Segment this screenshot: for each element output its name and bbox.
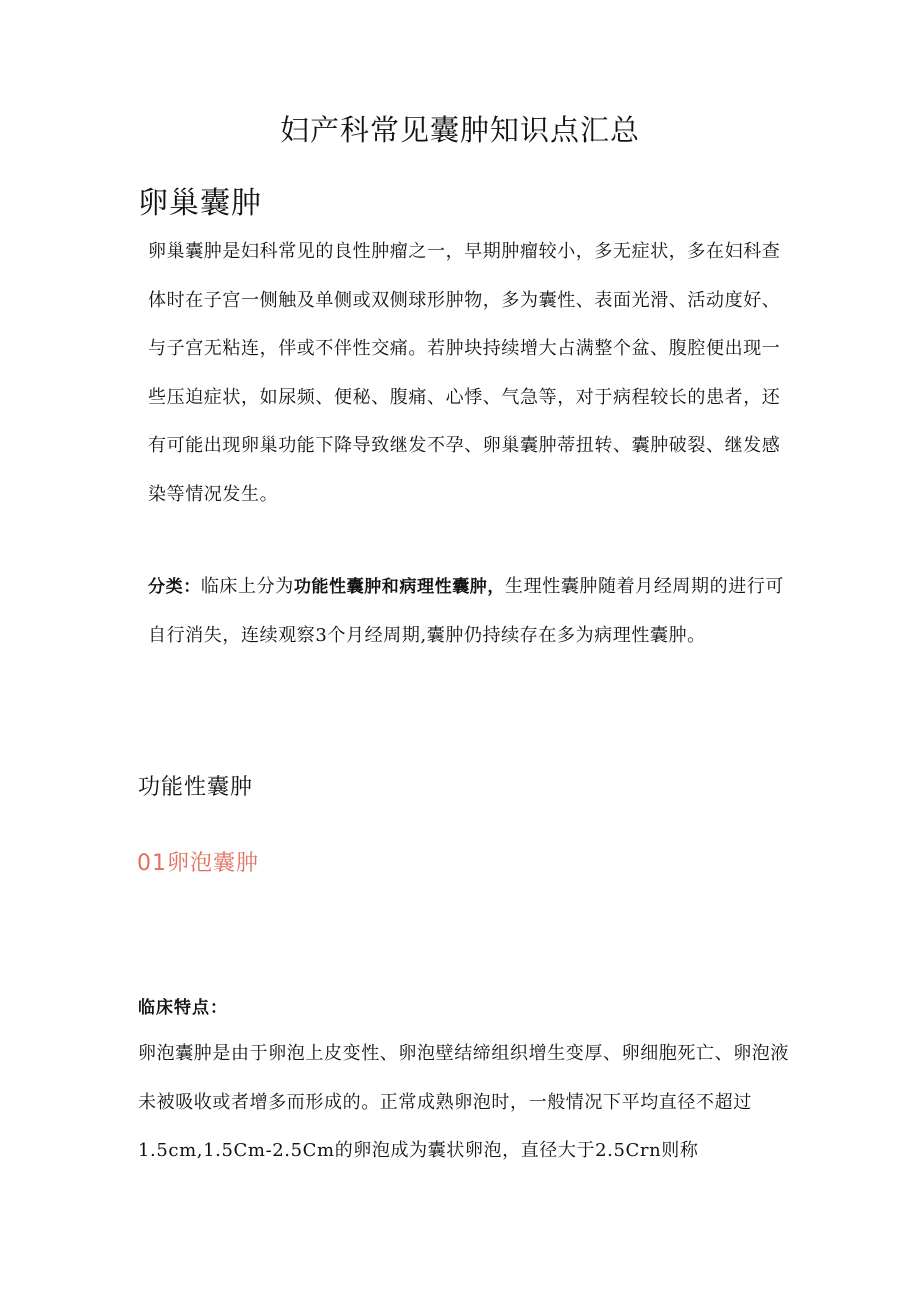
item-number: 01 [137,851,167,876]
item-title: 卵泡囊肿 [167,851,260,876]
clinical-features-label: 临床特点： [138,998,228,1018]
classification-text-after: 生理性囊肿随着月经周期的进行可自行消失，连续观察3个月经周期,囊肿仍持续存在多为病理性囊肿。 [148,576,785,646]
classification-paragraph [148,563,798,660]
intro-paragraph: 卵巢囊肿是妇科常见的良性肿瘤之一，早期肿瘤较小，多无症状，多在妇科查体时在子宫一侧触及单侧或双侧球形肿物，多为囊性、表面光滑、活动度好、与子宫无粘连，伴或不伴性交痛。若肿块持续增大占满整个盆、腹腔便出现一些压迫症状，如尿频、便秘、腹痛、心悸、气急等，对于病程较长的患者，还有可能出现卵巢功能下降导致继发不孕、卵巢囊肿蒂扭转、囊肿破裂、继发感染等情况发生。 [148,241,781,505]
classification-label: 分类： [148,577,201,597]
section-title: 卵巢囊肿 [138,186,262,221]
subsection-title: 功能性囊肿 [138,775,254,800]
page-title: 妇产科常见囊肿知识点汇总 [279,113,640,147]
classification-bold-text: 功能性囊肿和病理性囊肿， [293,577,506,597]
classification-text-before: 临床上分为 [200,576,294,597]
item-heading [137,846,259,877]
clinical-features-paragraph: 卵泡囊肿是由于卵泡上皮变性、卵泡壁结缔组织增生变厚、卵细胞死亡、卵泡液未被吸收或者增多而形成的。正常成熟卵泡时，一般情况下平均直径不超过1.5cm,1.5Cm-2.5Cm的卵泡成为囊状卵泡，直径大于2.5Crn则称 [138,1043,789,1161]
